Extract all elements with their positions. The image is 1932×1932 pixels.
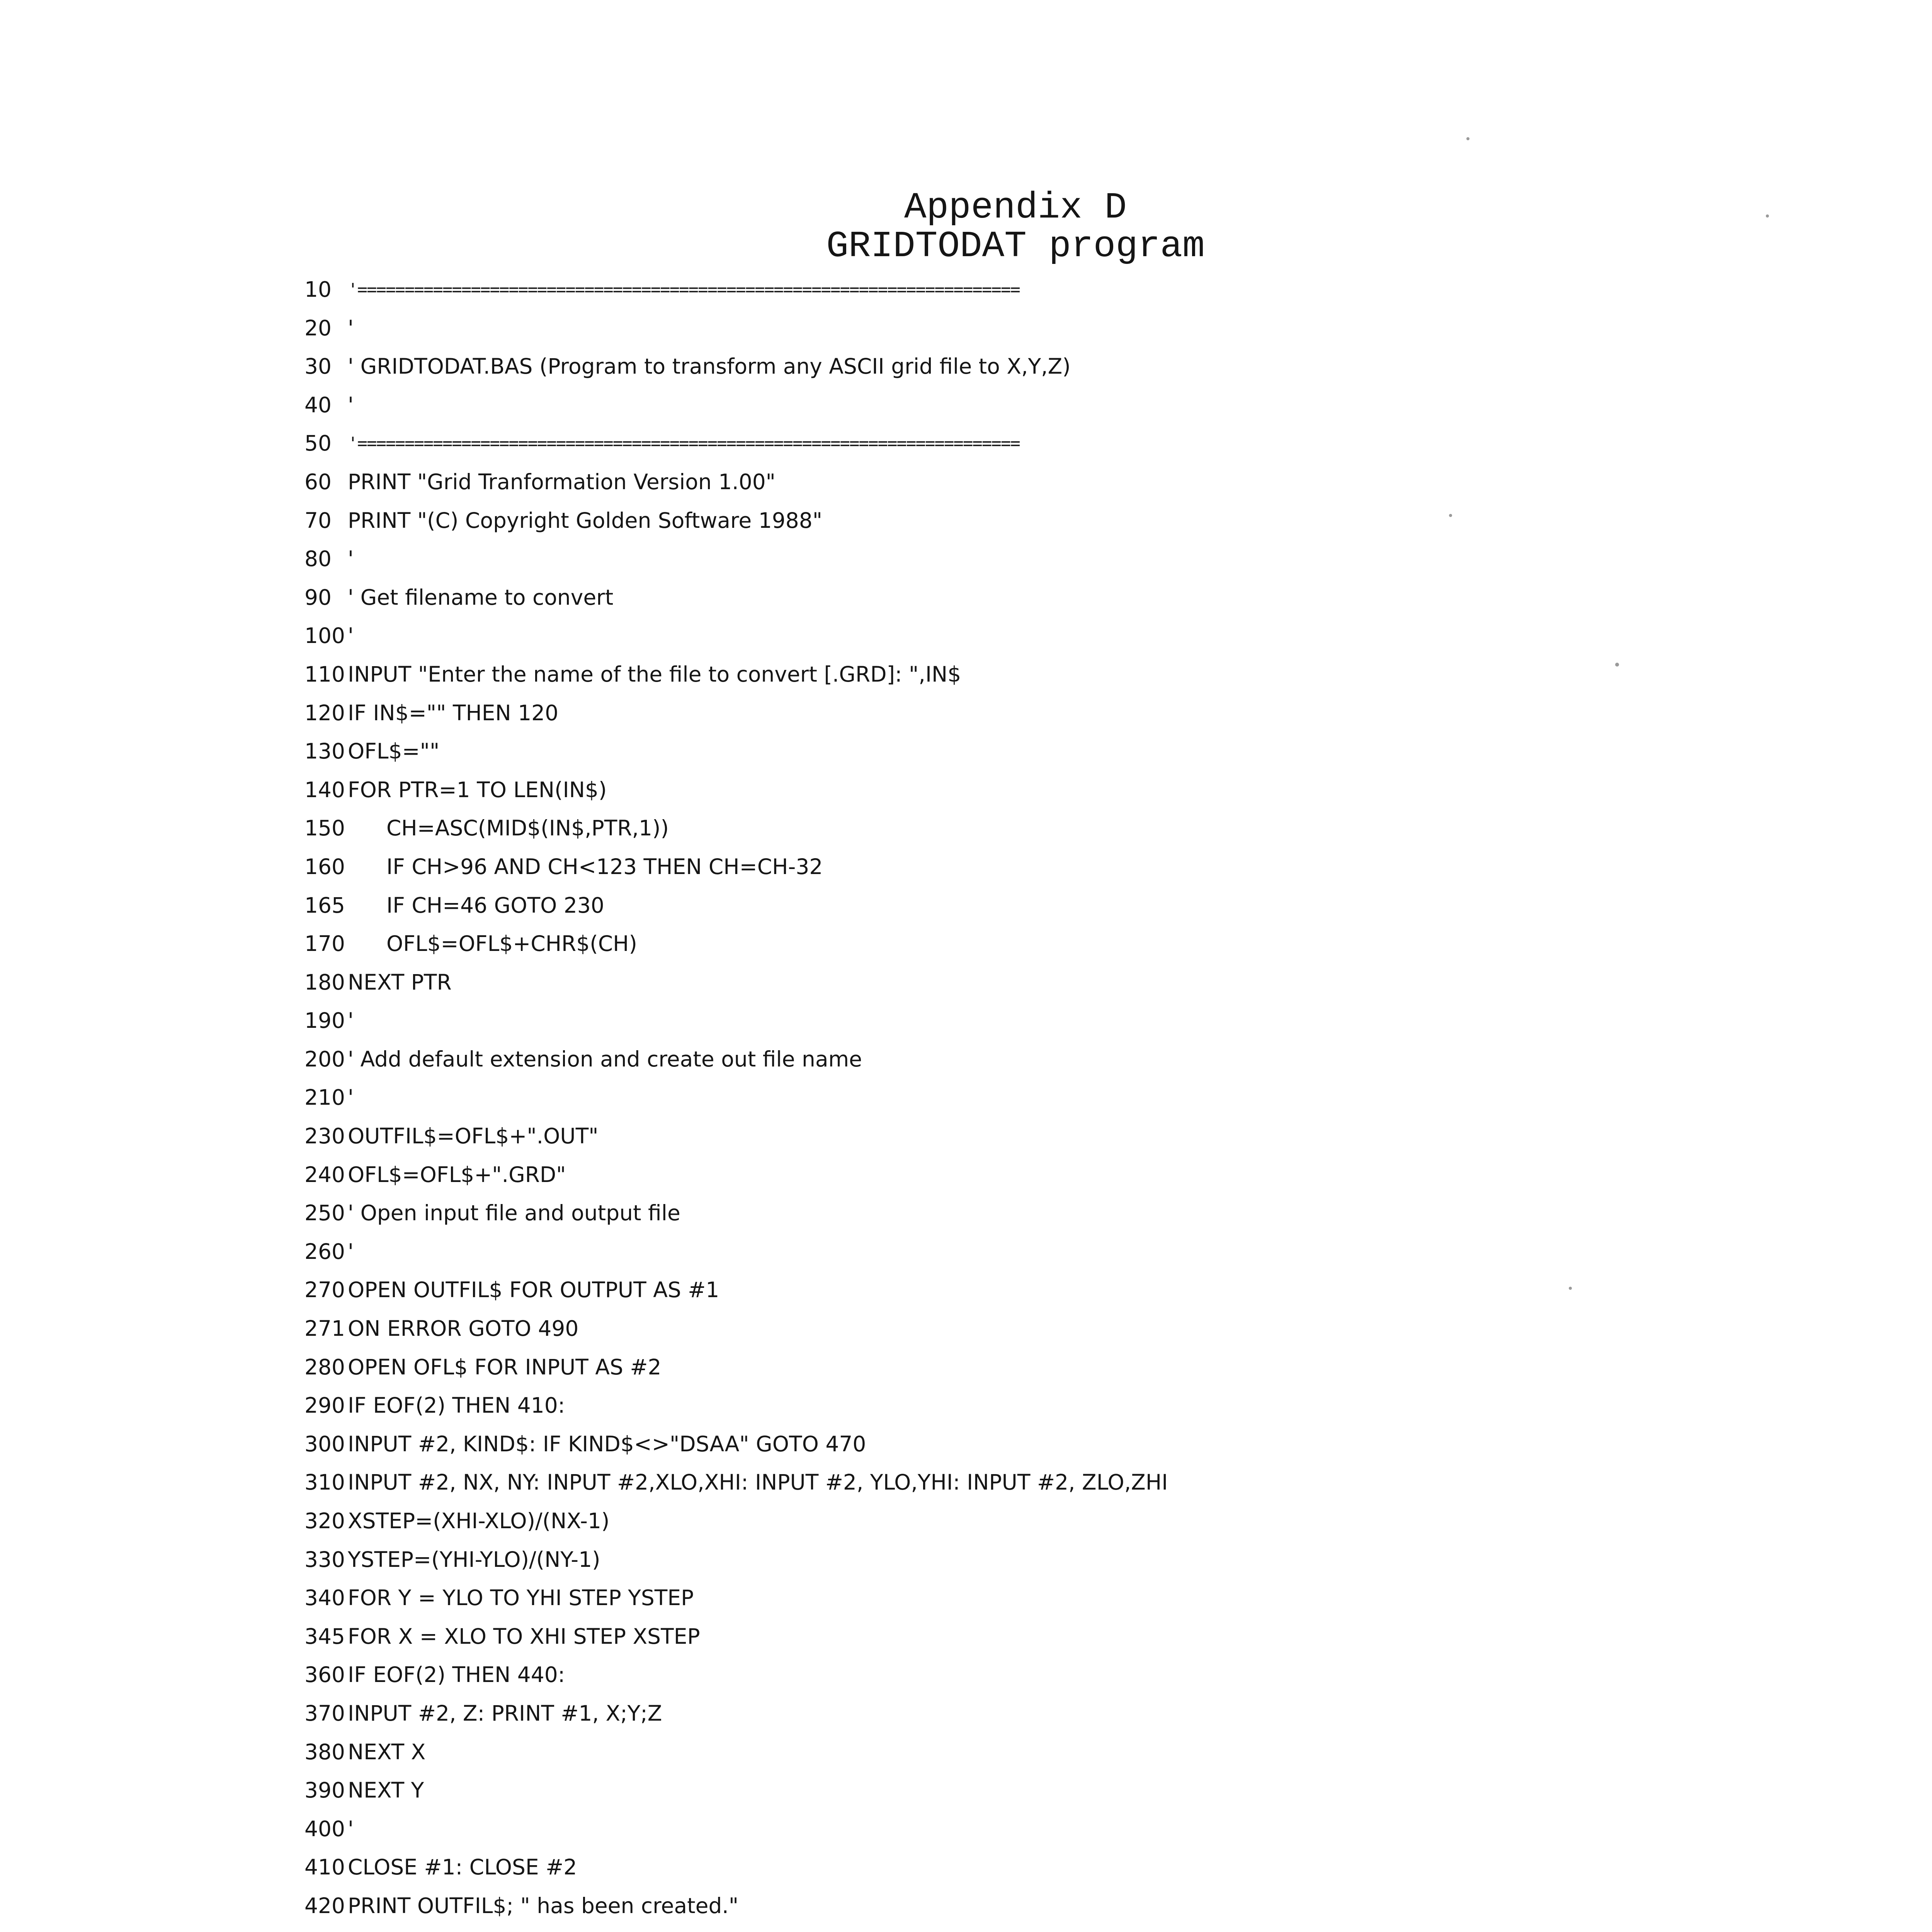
line-code: NEXT PTR [348,969,452,995]
line-code: CLOSE #1: CLOSE #2 [348,1855,577,1880]
line-code: FOR PTR=1 TO LEN(IN$) [348,777,607,802]
line-code: ' GRIDTODAT.BAS (Program to transform any ASCII grid file to X,Y,Z) [348,354,1071,379]
code-line [304,655,1773,694]
line-number: 360 [304,1662,345,1687]
line-code: OFL$="" [348,739,440,764]
line-number: 320 [304,1509,345,1533]
code-line [304,1348,1773,1387]
line-code [348,1925,432,1932]
line-code: ' [348,1816,354,1841]
line-code: IF IN$="" THEN 120 [348,700,559,725]
appendix-title: Appendix D [904,187,1127,229]
code-line [304,270,1773,309]
line-code: YSTEP=(YHI-YLO)/(NY-1) [348,1547,600,1572]
scan-speck [1466,137,1469,140]
line-code: ' Open input file and output file [348,1201,680,1226]
line-code: IF EOF(2) THEN 410: [348,1393,565,1418]
line-code: PRINT OUTFIL$; " has been created." [348,1893,739,1918]
code-line [304,1117,1773,1156]
line-code: IF CH=46 GOTO 230 [386,893,604,918]
code-line [304,309,1773,348]
line-code: NEXT Y [348,1778,424,1803]
line-number: 340 [304,1585,345,1611]
line-number: 240 [304,1162,345,1187]
code-line [304,1925,1773,1932]
line-code: ' Get filename to convert [348,585,614,610]
code-line [304,1733,1773,1772]
code-line [304,463,1773,502]
line-code: OPEN OFL$ FOR INPUT AS #2 [348,1354,662,1379]
scan-speck [1569,1287,1572,1290]
line-code: ' [348,546,354,571]
line-number: 280 [304,1354,345,1379]
line-number: 60 [304,469,332,494]
line-number: 420 [304,1893,345,1918]
code-line [304,1617,1773,1656]
line-number: 300 [304,1431,345,1456]
code-line [304,886,1773,925]
line-number: 10 [304,277,332,302]
line-number: 200 [304,1046,345,1071]
line-number: 180 [304,969,345,995]
line-code: OPEN OUTFIL$ FOR OUTPUT AS #1 [348,1277,719,1303]
line-code: ' Add default extension and create out file name [348,1046,862,1071]
line-number: 330 [304,1547,345,1572]
code-line [304,502,1773,540]
code-line [304,1040,1773,1079]
line-code: OUTFIL$=OFL$+".OUT" [348,1124,599,1149]
line-number: 345 [304,1624,345,1649]
code-line [304,424,1773,463]
line-code: ' [348,315,354,340]
line-code: PRINT "Grid Tranformation Version 1.00" [348,469,776,494]
line-number: 290 [304,1393,345,1418]
code-line [304,1579,1773,1617]
code-line [304,1771,1773,1810]
line-number: 130 [304,739,345,764]
line-code: ' [348,1239,354,1264]
line-number: 20 [304,315,332,340]
line-code: FOR X = XLO TO XHI STEP XSTEP [348,1624,700,1649]
code-line [304,1233,1773,1271]
line-number: 210 [304,1085,345,1110]
line-number: 120 [304,700,345,725]
line-code: FOR Y = YLO TO YHI STEP YSTEP [348,1585,694,1611]
line-number: 260 [304,1239,345,1264]
scan-speck [1449,514,1452,517]
line-number: 390 [304,1778,345,1803]
code-line [304,1194,1773,1233]
line-number: 410 [304,1855,345,1880]
code-line [304,347,1773,386]
line-code: IF CH>96 AND CH<123 THEN CH=CH-32 [386,854,823,879]
code-line [304,1156,1773,1194]
code-line [304,540,1773,578]
line-number: 400 [304,1816,345,1841]
code-line [304,809,1773,848]
line-number: 170 [304,931,345,956]
code-line [304,1271,1773,1310]
line-code: XSTEP=(XHI-XLO)/(NX-1) [348,1509,610,1533]
code-line [304,1002,1773,1040]
line-code: NEXT X [348,1739,426,1764]
line-number: 165 [304,893,345,918]
code-line [304,1502,1773,1541]
scan-speck [1615,663,1619,667]
code-line [304,963,1773,1002]
line-number: 100 [304,623,345,648]
code-line [304,1310,1773,1348]
code-line [304,1887,1773,1925]
line-number: 160 [304,854,345,879]
line-code: CH=ASC(MID$(IN$,PTR,1)) [386,816,669,841]
line-code: ' [348,1008,354,1033]
line-number [304,1925,345,1932]
line-code: OFL$=OFL$+CHR$(CH) [386,931,637,956]
program-title: GRIDTODAT program [826,225,1205,267]
code-line [304,1078,1773,1117]
line-number: 270 [304,1277,345,1303]
line-number: 370 [304,1701,345,1726]
line-code: ' [348,392,354,417]
code-line [304,1463,1773,1502]
line-code: ' [348,623,354,648]
code-line [304,1810,1773,1849]
line-code: PRINT "(C) Copyright Golden Software 1988" [348,508,822,533]
line-number: 380 [304,1739,345,1764]
code-line [304,386,1773,425]
code-line [304,694,1773,733]
line-number: 150 [304,816,345,841]
line-code: ' [348,1085,354,1110]
line-number: 90 [304,585,332,610]
line-number: 50 [304,431,332,456]
line-number: 70 [304,508,332,533]
code-line [304,1386,1773,1425]
line-number: 30 [304,354,332,379]
line-code: IF EOF(2) THEN 440: [348,1662,565,1687]
line-code: '====================================================================== [348,280,1020,299]
line-number: 80 [304,546,332,571]
line-code: OFL$=OFL$+".GRD" [348,1162,566,1187]
code-line [304,771,1773,810]
line-code: INPUT #2, KIND$: IF KIND$<>"DSAA" GOTO 470 [348,1431,866,1456]
line-number: 110 [304,662,345,687]
code-line [304,1848,1773,1887]
line-number: 190 [304,1008,345,1033]
line-code: INPUT #2, NX, NY: INPUT #2,XLO,XHI: INPUT #2, YLO,YHI: INPUT #2, ZLO,ZHI [348,1470,1168,1495]
line-code: '====================================================================== [348,434,1020,454]
line-code: INPUT #2, Z: PRINT #1, X;Y;Z [348,1701,662,1726]
code-line [304,617,1773,655]
line-number: 310 [304,1470,345,1495]
code-line [304,1656,1773,1694]
line-code: ON ERROR GOTO 490 [348,1316,579,1341]
line-code: INPUT "Enter the name of the file to convert [.GRD]: ",IN$ [348,662,961,687]
line-number: 250 [304,1201,345,1226]
scan-speck [1766,214,1769,218]
line-number: 40 [304,392,332,417]
code-line [304,925,1773,963]
line-number: 230 [304,1124,345,1149]
code-line [304,848,1773,886]
line-number: 271 [304,1316,345,1341]
code-line [304,1694,1773,1733]
line-number: 140 [304,777,345,802]
code-line [304,1541,1773,1579]
program-listing [304,270,1773,1932]
code-line [304,1425,1773,1464]
code-line [304,578,1773,617]
code-line [304,732,1773,771]
